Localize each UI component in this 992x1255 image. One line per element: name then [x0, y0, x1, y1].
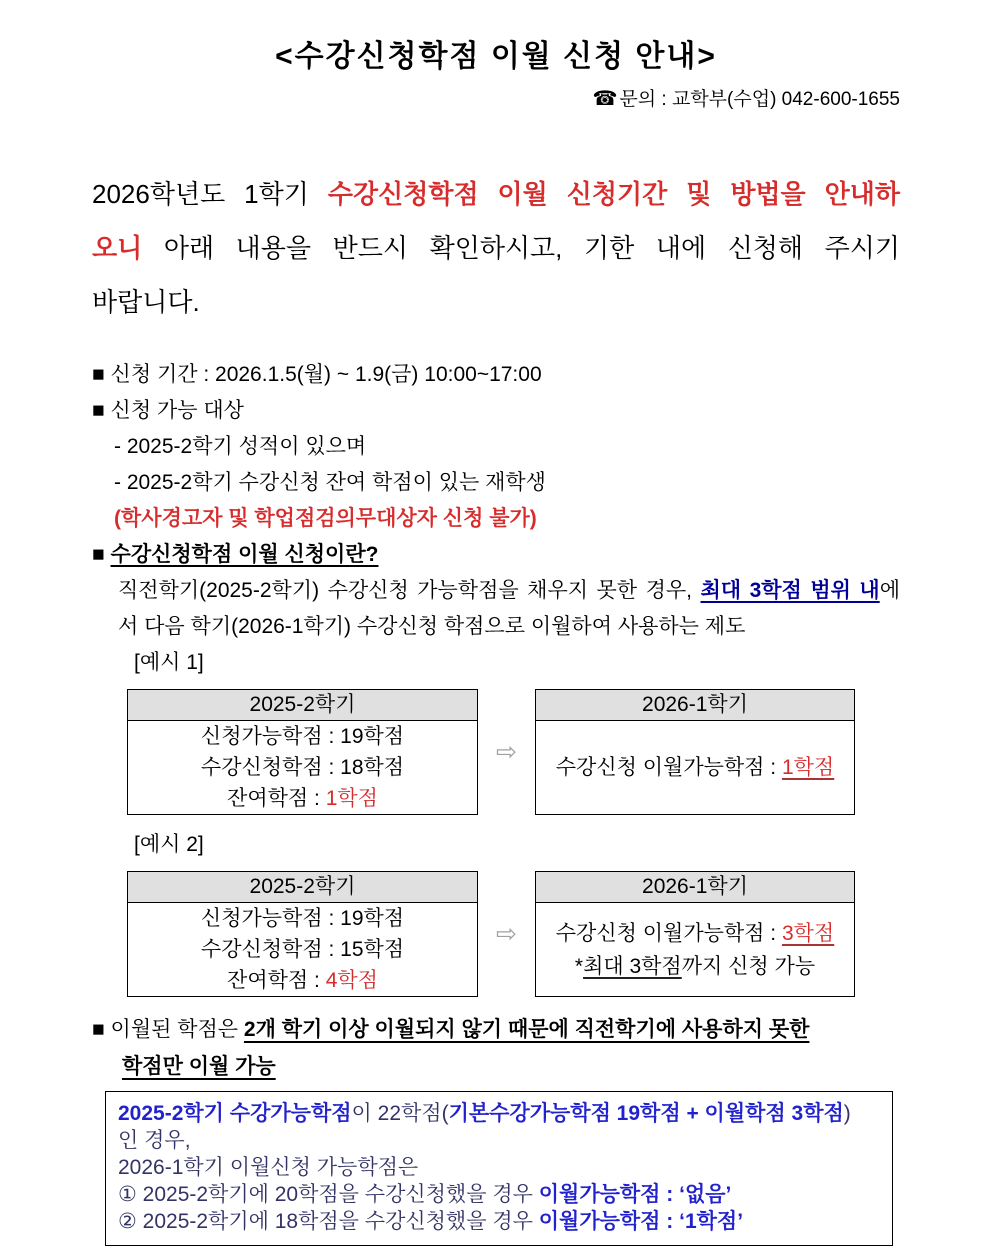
table-header: 2025-2학기 [128, 872, 477, 903]
row-value-remaining: 1학점 [325, 787, 378, 810]
row-label: 수강신청학점 : [200, 756, 341, 779]
table-header: 2026-1학기 [536, 872, 854, 903]
example2-prev-semester-table [127, 871, 478, 997]
definition-desc-pre: 직전학기(2025-2학기) 수강신청 가능학점을 채우지 못한 경우, [118, 579, 701, 602]
intro-line-1 [92, 167, 900, 221]
eligible-warning: (학사경고자 및 학업점검의무대상자 신청 불가) [114, 507, 537, 530]
table-row [128, 752, 477, 783]
table-row [128, 934, 477, 965]
table-body [536, 721, 854, 814]
example2-label-wrap [92, 827, 900, 863]
example2-label: [예시 2] [134, 833, 204, 856]
definition-desc-post: 에 [879, 579, 900, 602]
arrow-cell [478, 871, 535, 997]
row-value: 19학점 [340, 725, 405, 748]
definition-desc-line-1 [92, 573, 900, 609]
row-label: 잔여학점 : [227, 969, 326, 992]
arrow-cell [478, 689, 535, 815]
eligible-item-2: - 2025-2학기 수강신청 잔여 학점이 있는 재학생 [114, 471, 546, 494]
table-header: 2025-2학기 [128, 690, 477, 721]
intro-line-2 [92, 221, 900, 275]
table-body [128, 721, 477, 814]
box-text: ) [843, 1102, 851, 1125]
box-text: ① 2025-2학기에 20학점을 수강신청했을 경우 [118, 1183, 539, 1206]
contact-text: 문의 : 교학부(수업) 042-600-1655 [619, 89, 900, 110]
intro-line1-red: 수강신청학점 이월 신청기간 및 방법을 안내하 [327, 179, 900, 209]
table-body [128, 903, 477, 996]
eligible-title-text: 신청 가능 대상 [110, 399, 244, 422]
carryover-note-line-2 [92, 1048, 900, 1085]
box-highlight: 기본수강가능학점 19학점 + 이월학점 3학점 [448, 1102, 844, 1125]
example1-prev-semester-table [127, 689, 478, 815]
info-box-line-3: 2026-1학기 이월신청 가능학점은 [118, 1156, 419, 1179]
table-header: 2026-1학기 [536, 690, 854, 721]
example2-row [127, 871, 900, 997]
page-title: <수강신청학점 이월 신청 안내> [275, 40, 717, 73]
example1-row [127, 689, 900, 815]
row-label: 잔여학점 : [227, 787, 326, 810]
row-value: 18학점 [340, 756, 405, 779]
box-highlight: 이월가능학점 : ‘없음’ [538, 1183, 732, 1206]
right-arrow-icon: ⇨ [496, 738, 517, 766]
note-rest-text: 까지 신청 가능 [681, 954, 816, 978]
phone-icon: ☎ [592, 88, 618, 110]
note-normal-text: 이월된 학점은 [110, 1018, 244, 1041]
example2-next-semester-table [535, 871, 855, 997]
intro-line1-black: 2026학년도 1학기 [92, 179, 328, 209]
intro-line-3: 바랍니다. [92, 287, 200, 317]
eligible-title-line [92, 393, 900, 429]
intro-line2-black: 아래 내용을 반드시 확인하시고, 기한 내에 신청해 주시기 [142, 233, 900, 263]
definition-desc-highlight: 최대 3학점 범위 내 [700, 579, 880, 602]
table-row [128, 783, 477, 814]
square-bullet-icon: ■ [92, 399, 105, 422]
definition-title-text: 수강신청학점 이월 신청이란? [110, 543, 379, 566]
table-row-note [536, 950, 854, 983]
row-label: 신청가능학점 : [200, 907, 341, 930]
box-text: ② 2025-2학기에 18학점을 수강신청했을 경우 [118, 1210, 539, 1233]
table-body [536, 903, 854, 996]
square-bullet-icon: ■ [92, 363, 105, 386]
carryover-value: 1학점 [781, 756, 835, 779]
row-value: 19학점 [340, 907, 405, 930]
contact-line [92, 86, 900, 113]
application-period-text: 신청 기간 : 2026.1.5(월) ~ 1.9(금) 10:00~17:00 [110, 363, 542, 386]
carryover-note [92, 1011, 900, 1085]
info-box [105, 1091, 893, 1246]
box-text: 이 22학점( [351, 1102, 449, 1125]
row-label: 수강신청 이월가능학점 : [555, 756, 782, 779]
note-underline-text: 최대 3학점 [583, 954, 682, 978]
carryover-note-line-1 [92, 1011, 900, 1048]
carryover-value: 3학점 [781, 921, 835, 945]
carryover-value-underline [782, 756, 834, 779]
info-box-line-2: 인 경우, [118, 1129, 191, 1152]
eligible-item-1: - 2025-2학기 성적이 있으며 [114, 435, 367, 458]
box-highlight: 이월가능학점 : ‘1학점’ [538, 1210, 744, 1233]
example1-label: [예시 1] [134, 651, 204, 674]
square-bullet-icon: ■ [92, 1018, 105, 1041]
square-bullet-icon: ■ [92, 543, 105, 566]
note-star: * [574, 954, 584, 978]
table-row [536, 917, 854, 950]
table-row [128, 721, 477, 752]
example1-next-semester-table [535, 689, 855, 815]
intro-line2-red: 오니 [92, 233, 143, 263]
definition-title-line [92, 537, 900, 573]
row-label: 신청가능학점 : [200, 725, 341, 748]
info-box-line-5 [118, 1208, 880, 1235]
definition-desc-line-2: 서 다음 학기(2026-1학기) 수강신청 학점으로 이월하여 사용하는 제도 [118, 615, 746, 638]
row-value-remaining: 4학점 [325, 969, 378, 992]
row-label: 수강신청학점 : [200, 938, 341, 961]
note-underline-text: 2개 학기 이상 이월되지 않기 때문에 직전학기에 사용하지 못한 [243, 1018, 810, 1041]
row-value: 15학점 [340, 938, 405, 961]
table-row [128, 965, 477, 996]
info-box-line-1 [118, 1100, 880, 1127]
intro-paragraph [92, 167, 900, 329]
application-period-line [92, 357, 900, 393]
right-arrow-icon: ⇨ [496, 920, 517, 948]
body-list [92, 357, 900, 681]
table-row [536, 751, 854, 784]
info-box-line-4 [118, 1181, 880, 1208]
box-highlight: 2025-2학기 수강가능학점 [118, 1102, 352, 1125]
table-row [128, 903, 477, 934]
note-underline-text: 학점만 이월 가능 [122, 1055, 276, 1078]
carryover-value-underline [782, 922, 834, 945]
row-label: 수강신청 이월가능학점 : [555, 921, 782, 945]
